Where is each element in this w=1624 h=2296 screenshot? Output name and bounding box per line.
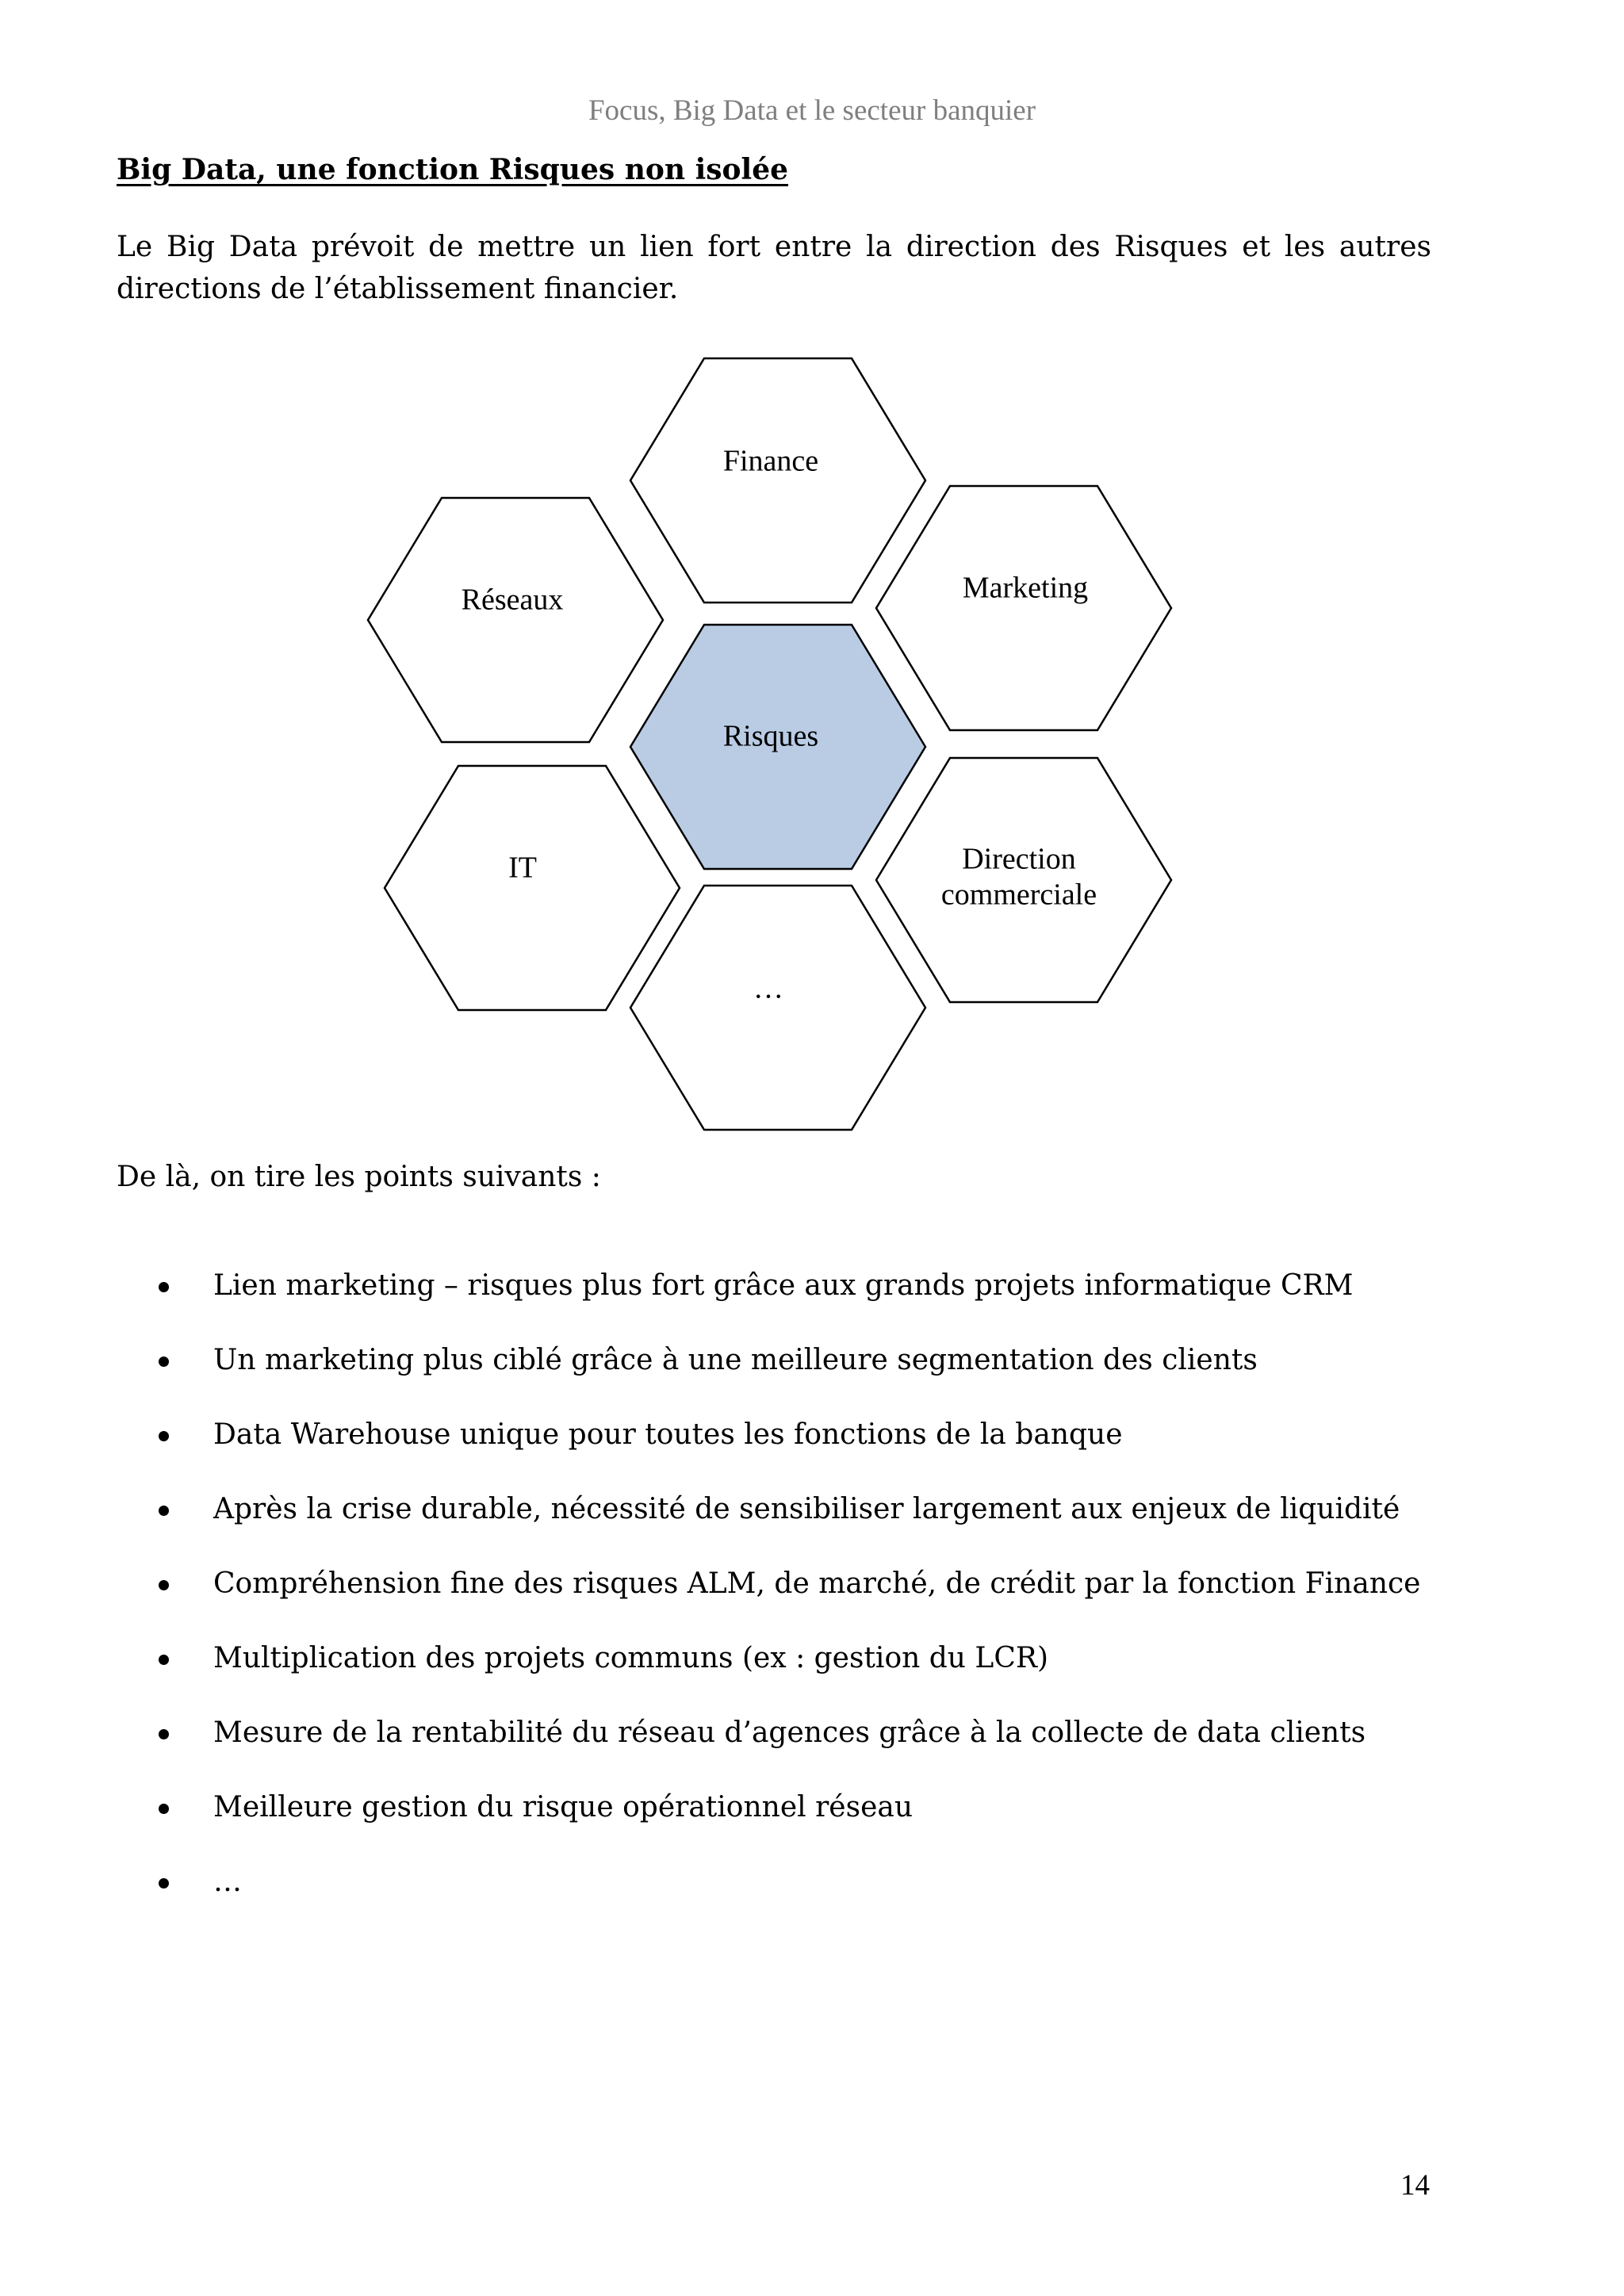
hex-it	[385, 766, 680, 1010]
bullet-icon	[159, 1729, 169, 1739]
section-title: Big Data, une fonction Risques non isolée	[117, 153, 789, 186]
list-item-text: Un marketing plus ciblé grâce à une meilleure segmentation des clients	[213, 1344, 1258, 1376]
hex-label-ellipsis: …	[753, 971, 783, 1005]
bullet-icon	[159, 1506, 169, 1516]
list-item-text: Mesure de la rentabilité du réseau d’agences grâce à la collecte de data clients	[213, 1716, 1366, 1749]
hex-reseaux	[368, 498, 663, 742]
list-item-text: Après la crise durable, nécessité de sensibiliser largement aux enjeux de liquidité	[213, 1493, 1400, 1525]
bullet-icon	[159, 1282, 169, 1292]
hex-shape-finance	[630, 358, 925, 603]
hex-finance	[630, 358, 925, 603]
hex-label-center: Risques	[722, 719, 819, 753]
list-item-text: Multiplication des projets communs (ex : gestion du LCR)	[213, 1642, 1049, 1674]
hex-label-reseaux: Réseaux	[461, 583, 564, 617]
bullet-icon	[159, 1431, 169, 1441]
hex-shape-ellipsis	[630, 886, 925, 1130]
intro-paragraph: Le Big Data prévoit de mettre un lien fort entre la direction des Risques et les autres directions de l’établissement financier.	[117, 231, 1431, 305]
list-item-text: Compréhension fine des risques ALM, de marché, de crédit par la fonction Finance	[213, 1567, 1421, 1600]
hex-label-direction-line-1: Direction	[962, 842, 1076, 876]
running-header: Focus, Big Data et le secteur banquier	[588, 94, 1036, 127]
hex-shape-reseaux	[368, 498, 663, 742]
page-number: 14	[1400, 2169, 1430, 2202]
hex-ellipsis	[630, 886, 925, 1130]
hex-risques	[630, 625, 925, 869]
hex-marketing	[876, 486, 1171, 730]
list-item-text: …	[213, 1866, 242, 1898]
list-item-text: Lien marketing – risques plus fort grâce aux grands projets informatique CRM	[213, 1269, 1354, 1302]
hex-shape-it	[385, 766, 680, 1010]
bullet-icon	[159, 1580, 169, 1590]
hex-label-finance: Finance	[722, 444, 819, 478]
list-item-text: Meilleure gestion du risque opérationnel réseau	[213, 1791, 914, 1823]
list-item-text: Data Warehouse unique pour toutes les fonctions de la banque	[213, 1418, 1123, 1451]
hex-direction-commerciale	[876, 758, 1171, 1002]
hex-label-marketing: Marketing	[962, 571, 1089, 605]
bullet-icon	[159, 1804, 169, 1814]
hex-label-direction-line-2: commerciale	[940, 878, 1097, 912]
bullet-icon	[159, 1357, 169, 1367]
bullet-icon	[159, 1655, 169, 1665]
list-lead: De là, on tire les points suivants :	[117, 1161, 601, 1193]
hex-shape-marketing	[876, 486, 1171, 730]
hex-label-it: IT	[508, 851, 537, 885]
bullet-icon	[159, 1878, 169, 1888]
